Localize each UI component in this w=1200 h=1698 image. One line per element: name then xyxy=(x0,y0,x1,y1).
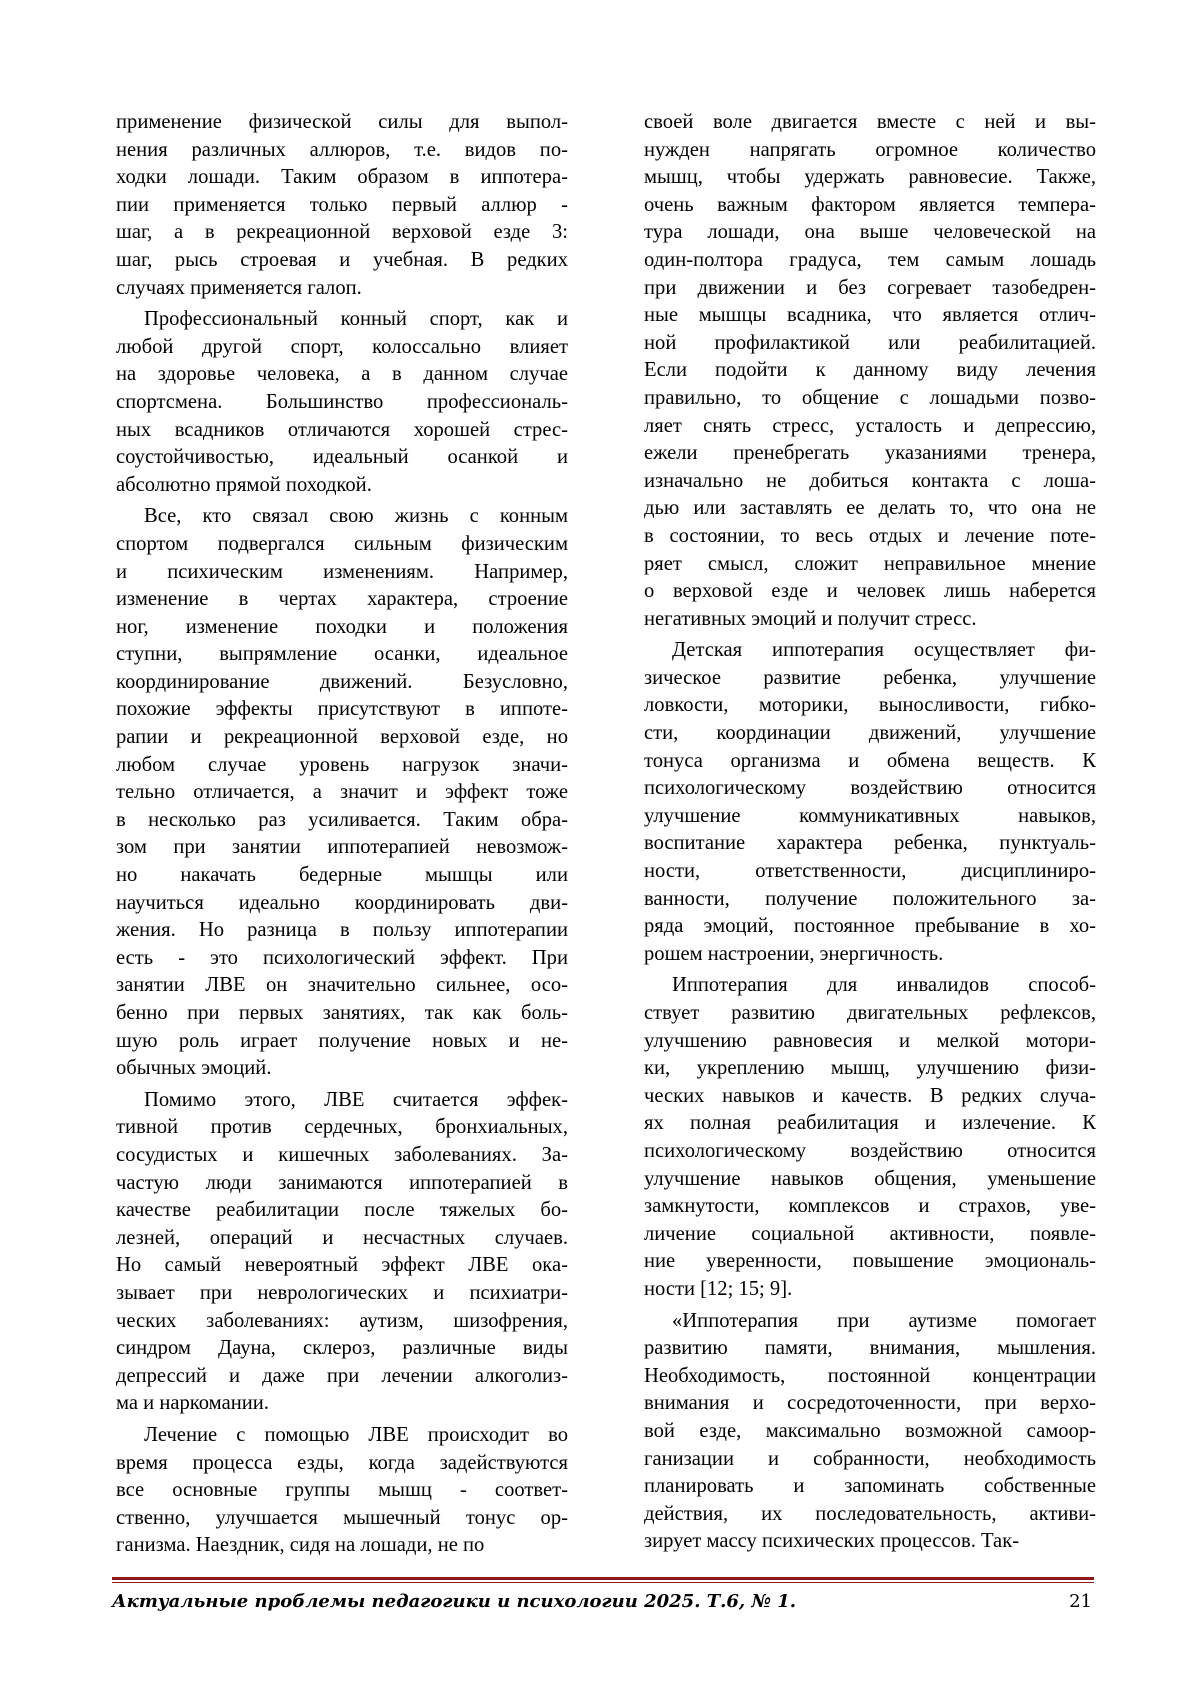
left-column xyxy=(116,109,568,1564)
text-line: психологическому воздействию относится xyxy=(644,1139,1096,1162)
paragraph xyxy=(644,972,1096,1303)
paragraph xyxy=(116,306,568,499)
text-line: ряда эмоций, постоянное пребывание в хо- xyxy=(644,915,1096,938)
text-line: зом при занятии иппотерапией невозмож- xyxy=(116,836,568,859)
text-line: изменение в чертах характера, строение xyxy=(116,588,568,611)
text-line: зирует массу психических процессов. Так- xyxy=(644,1530,1020,1553)
text-line: ственно, улучшается мышечный тонус ор- xyxy=(116,1506,568,1529)
paragraph xyxy=(644,637,1096,968)
text-line: изначально не добиться контакта с лоша- xyxy=(644,469,1096,492)
paragraph xyxy=(116,109,568,302)
text-line: личение социальной активности, появле- xyxy=(644,1222,1096,1245)
paragraph xyxy=(116,1422,568,1560)
text-line: ки, укреплению мышц, улучшению физи- xyxy=(644,1057,1096,1080)
text-line: Помимо этого, ЛВЕ считается эффек- xyxy=(144,1088,568,1111)
text-line: Детская иппотерапия осуществляет фи- xyxy=(672,639,1096,662)
text-line: ганизма. Наездник, сидя на лошади, не по xyxy=(116,1534,485,1557)
text-line: спортом подвергался сильным физическим xyxy=(116,532,568,555)
text-line: депрессий и даже при лечении алкоголиз- xyxy=(116,1364,568,1387)
text-line: ступни, выпрямление осанки, идеальное xyxy=(116,643,568,666)
text-line: улучшение коммуникативных навыков, xyxy=(644,804,1096,827)
text-line: занятии ЛВЕ он значительно сильнее, осо- xyxy=(116,974,568,997)
paragraph xyxy=(644,109,1096,633)
text-line: дью или заставлять ее делать то, что она не xyxy=(644,497,1096,520)
text-line: координирование движений. Безусловно, xyxy=(116,670,568,693)
text-line: негативных эмоций и получит стресс. xyxy=(644,607,977,630)
text-line: ганизации и собранности, необходимость xyxy=(644,1447,1096,1470)
text-line: нужден напрягать огромное количество xyxy=(644,138,1096,161)
text-line: соустойчивостью, идеальный осанкой и xyxy=(116,446,568,469)
text-line: ние уверенности, повышение эмоциональ- xyxy=(644,1250,1096,1273)
text-line: лезней, операций и несчастных случаев. xyxy=(116,1226,568,1249)
text-line: время процесса езды, когда задействуются xyxy=(116,1451,568,1474)
text-line: ческих заболеваниях: аутизм, шизофрения, xyxy=(116,1309,568,1332)
text-line: шаг, рысь строевая и учебная. В редких xyxy=(116,248,568,271)
paragraph xyxy=(116,503,568,1082)
text-line: все основные группы мышц - соответ- xyxy=(116,1479,568,1502)
text-line: Если подойти к данному виду лечения xyxy=(644,359,1096,382)
text-line: тура лошади, она выше человеческой на xyxy=(644,221,1096,244)
text-line: синдром Дауна, склероз, различные виды xyxy=(116,1337,568,1360)
text-line: действия, их последовательность, активи- xyxy=(644,1502,1096,1525)
text-line: похожие эффекты присутствуют в иппоте- xyxy=(116,698,568,721)
text-line: зывает при неврологических и психиатри- xyxy=(116,1281,568,1304)
text-line: при движении и без согревает тазобедрен- xyxy=(644,276,1096,299)
text-line: любой другой спорт, колоссально влияет xyxy=(116,335,568,358)
footer-rule-thin xyxy=(112,1582,1094,1583)
text-line: вой езде, максимально возможной самоор- xyxy=(644,1419,1096,1442)
text-line: научиться идеально координировать дви- xyxy=(116,891,568,914)
footer-divider xyxy=(112,1577,1094,1583)
text-line: психологическому воздействию относится xyxy=(644,777,1096,800)
text-line: и психическим изменениям. Например, xyxy=(116,560,568,583)
text-line: ности [12; 15; 9]. xyxy=(644,1277,793,1300)
text-line: мышц, чтобы удержать равновесие. Также, xyxy=(644,166,1096,189)
text-line: Лечение с помощью ЛВЕ происходит во xyxy=(144,1423,568,1446)
text-line: ной профилактикой или реабилитацией. xyxy=(644,331,1096,354)
text-line: один-полтора градуса, тем самым лошадь xyxy=(644,248,1096,271)
text-line: бенно при первых занятиях, так как боль- xyxy=(116,1002,568,1024)
text-line: пии применяется только первый аллюр - xyxy=(116,193,568,216)
text-line: развитию памяти, внимания, мышления. xyxy=(644,1337,1096,1360)
text-line: ежели пренебрегать указаниями тренера, xyxy=(644,442,1096,465)
text-line: сти, координации движений, улучшение xyxy=(644,722,1096,745)
text-line: ляет снять стресс, усталость и депрессию, xyxy=(644,414,1096,437)
text-line: ванности, получение положительного за- xyxy=(644,887,1096,910)
text-line: любом случае уровень нагрузок значи- xyxy=(116,753,568,776)
text-line: жения. Но разница в пользу иппотерапии xyxy=(116,919,568,942)
text-line: тельно отличается, а значит и эффект тоже xyxy=(116,781,568,804)
text-line: Все, кто связал свою жизнь с конным xyxy=(144,505,568,528)
text-line: улучшение навыков общения, уменьшение xyxy=(644,1167,1096,1190)
text-line: абсолютно прямой походкой. xyxy=(116,473,372,496)
text-line: ных всадников отличаются хорошей стрес- xyxy=(116,418,568,441)
paragraph xyxy=(644,1308,1096,1556)
text-line: ряет смысл, сложит неправильное мнение xyxy=(644,552,1096,575)
text-line: ческих навыков и качеств. В редких случа- xyxy=(644,1084,1096,1107)
text-line: замкнутости, комплексов и страхов, уве- xyxy=(644,1195,1096,1218)
page-number: 21 xyxy=(1069,1591,1092,1612)
text-line: частую люди занимаются иппотерапией в xyxy=(116,1171,568,1194)
text-line: Необходимость, постоянной концентрации xyxy=(644,1364,1096,1387)
text-line: рошем настроении, энергичность. xyxy=(644,942,944,965)
text-line: ловкости, моторики, выносливости, гибко- xyxy=(644,694,1096,717)
text-line: Но самый невероятный эффект ЛВЕ ока- xyxy=(116,1254,568,1277)
text-line: воспитание характера ребенка, пунктуаль- xyxy=(644,832,1096,855)
text-line: о верховой езде и человек лишь наберется xyxy=(644,580,1096,603)
text-line: Иппотерапия для инвалидов способ- xyxy=(672,974,1096,997)
text-line: правильно, то общение с лошадьми позво- xyxy=(644,386,1096,409)
text-line: улучшению равновесия и мелкой мотори- xyxy=(644,1029,1096,1052)
text-line: зическое развитие ребенка, улучшение xyxy=(644,666,1096,689)
text-line: тонуса организма и обмена веществ. К xyxy=(644,749,1096,772)
text-line: случаях применяется галоп. xyxy=(116,276,362,299)
text-line: ные мышцы всадника, что является отлич- xyxy=(644,304,1096,327)
text-line: своей воле двигается вместе с ней и вы- xyxy=(644,111,1096,133)
text-line: рапии и рекреационной верховой езде, но xyxy=(116,726,568,749)
text-line: качестве реабилитации после тяжелых бо- xyxy=(116,1199,568,1222)
text-line: «Иппотерапия при аутизме помогает xyxy=(672,1309,1096,1332)
text-line: шаг, а в рекреационной верховой езде 3: xyxy=(116,221,568,244)
text-line: ходки лошади. Таким образом в иппотера- xyxy=(116,166,568,189)
text-line: ног, изменение походки и положения xyxy=(116,615,568,638)
text-line: ности, ответственности, дисциплиниро- xyxy=(644,860,1096,883)
text-line: очень важным фактором является темпера- xyxy=(644,193,1096,216)
text-line: Профессиональный конный спорт, как и xyxy=(144,308,568,331)
text-line: в состоянии, то весь отдых и лечение поте- xyxy=(644,524,1096,547)
text-line: нения различных аллюров, т.е. видов по- xyxy=(116,138,568,161)
text-line: в несколько раз усиливается. Таким обра- xyxy=(116,808,568,831)
text-line: спортсмена. Большинство профессиональ- xyxy=(116,390,568,413)
journal-title: Актуальные проблемы педагогики и психологии 2025. Т.6, № 1. xyxy=(112,1591,797,1612)
footer-rule-thick xyxy=(112,1577,1094,1580)
text-line: ма и наркомании. xyxy=(116,1392,269,1415)
text-line: тивной против сердечных, бронхиальных, xyxy=(116,1116,568,1139)
paragraph xyxy=(116,1087,568,1418)
text-line: шую роль играет получение новых и не- xyxy=(116,1029,568,1052)
text-line: есть - это психологический эффект. При xyxy=(116,946,568,969)
text-line: применение физической силы для выпол- xyxy=(116,111,568,133)
text-line: планировать и запоминать собственные xyxy=(644,1475,1096,1498)
text-line: ях полная реабилитация и излечение. К xyxy=(644,1112,1096,1135)
text-line: внимания и сосредоточенности, при верхо- xyxy=(644,1392,1096,1415)
text-line: сосудистых и кишечных заболеваниях. За- xyxy=(116,1143,568,1166)
right-column xyxy=(644,109,1096,1560)
text-line: обычных эмоций. xyxy=(116,1057,272,1080)
text-line: но накачать бедерные мышцы или xyxy=(116,864,568,887)
text-line: на здоровье человека, а в данном случае xyxy=(116,363,568,386)
text-line: ствует развитию двигательных рефлексов, xyxy=(644,1002,1096,1024)
